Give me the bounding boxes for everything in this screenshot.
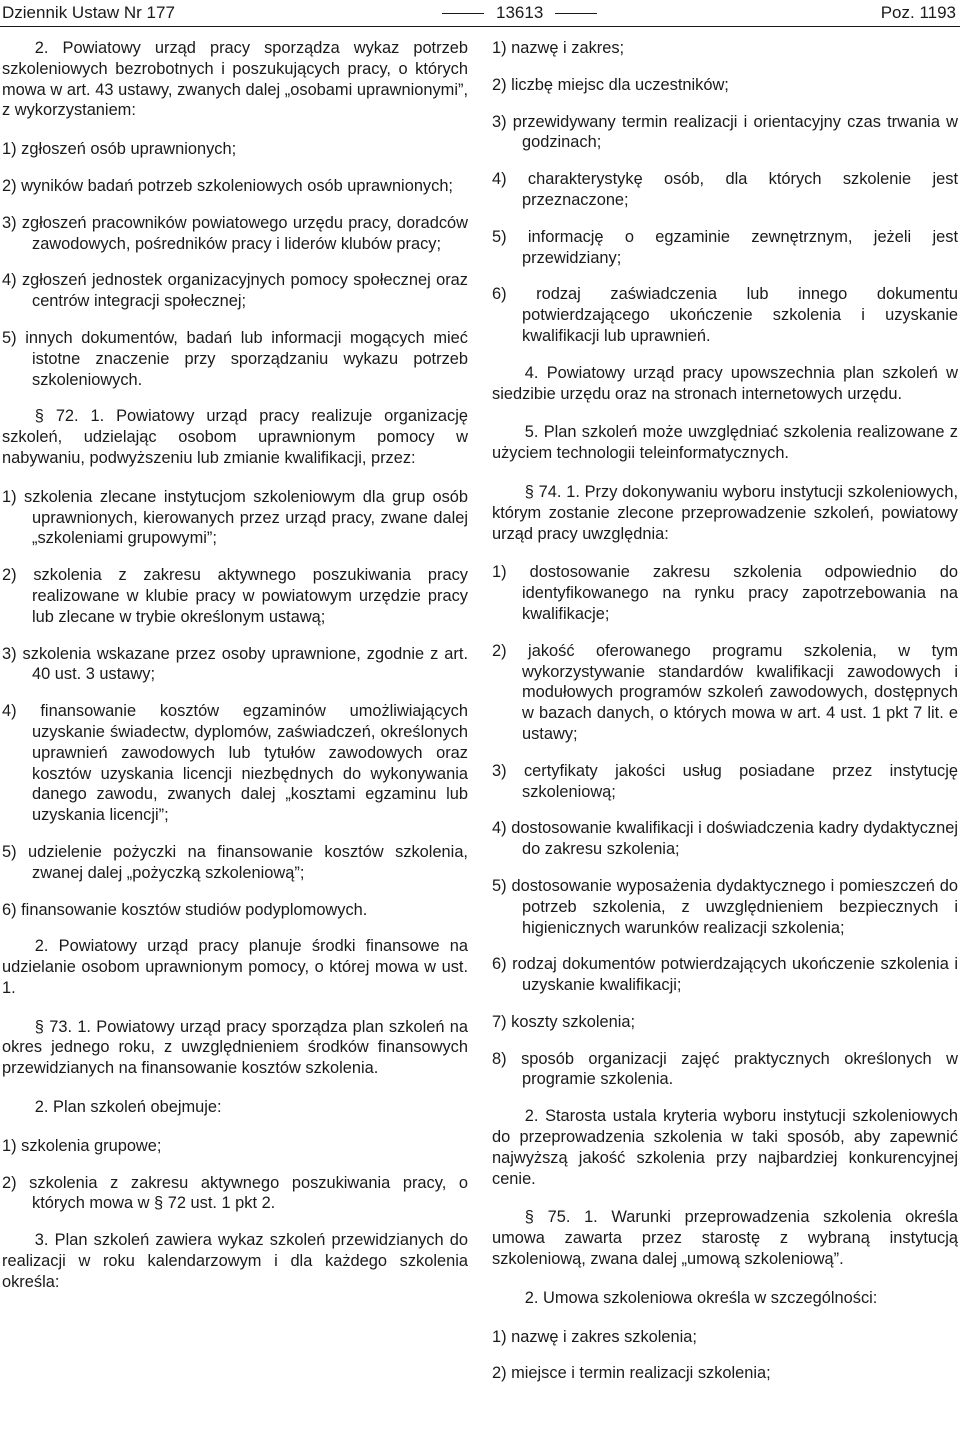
position-label: Poz. 1193	[880, 3, 956, 22]
list-item: 1) szkolenia grupowe;	[2, 1136, 162, 1155]
list-item: 5) udzielenie pożyczki na finansowanie kosztów szkolenia, zwanej dalej „pożyczką szkoleniową”;	[2, 842, 468, 882]
paragraph: 5. Plan szkoleń może uwzględniać szkolenia realizowane z użyciem technologii teleinformatycznych.	[492, 423, 958, 463]
paragraph: 2. Powiatowy urząd pracy sporządza wykaz potrzeb szkoleniowych bezrobotnych i poszukujących pracy, o których mowa w art. 43 ustawy, zwanych dalej „osobami uprawnionymi”, z wykorzystaniem:	[2, 39, 468, 120]
list-item: 3) szkolenia wskazane przez osoby uprawnione, zgodnie z art. 40 ust. 3 ustawy;	[2, 644, 468, 684]
header-rule	[0, 26, 960, 27]
paragraph: § 73. 1. Powiatowy urząd pracy sporządza plan szkoleń na okres jednego roku, z uwzględnieniem środków finansowych przewidzianych na finansowanie kosztów szkolenia.	[2, 1017, 468, 1078]
list-item: 7) koszty szkolenia;	[492, 1012, 636, 1031]
list-item: 2) szkolenia z zakresu aktywnego poszukiwania pracy realizowane w klubie pracy w powiatowym urzędzie pracy lub zlecane w trybie określonym ustawą;	[2, 566, 468, 626]
list-item: 5) informację o egzaminie zewnętrznym, jeżeli jest przewidziany;	[492, 227, 958, 267]
list-item: 4) zgłoszeń jednostek organizacyjnych pomocy społecznej oraz centrów integracji społecznej;	[2, 271, 468, 311]
list-item: 4) charakterystykę osób, dla których szkolenie jest przeznaczone;	[492, 170, 958, 209]
paragraph: 4. Powiatowy urząd pracy upowszechnia plan szkoleń w siedzibie urzędu oraz na stronach internetowych urzędu.	[492, 363, 958, 403]
list-item: 1) nazwę i zakres szkolenia;	[492, 1327, 697, 1346]
list-item: 2) szkolenia z zakresu aktywnego poszukiwania pracy, o których mowa w § 72 ust. 1 pkt 2.	[2, 1173, 468, 1213]
dash-left	[442, 13, 484, 14]
page-number: 13613	[496, 3, 544, 22]
list-item: 1) dostosowanie zakresu szkolenia odpowiednio do identyfikowanego na rynku pracy zapotrzebowania na kwalifikacje;	[492, 563, 958, 623]
paragraph: 2. Starosta ustala kryteria wyboru instytucji szkoleniowych do przeprowadzenia szkolenia w taki sposób, aby zapewnić najwyższą jakość szkolenia przy najbardziej konkurencyjnej cenie.	[492, 1107, 958, 1188]
list-item: 1) nazwę i zakres;	[492, 39, 625, 57]
list-item: 4) finansowanie kosztów egzaminów umożliwiających uzyskanie świadectw, dyplomów, zaświadczeń, określonych uprawnień zawodowych lub tytułów zawodowych oraz kosztów uzyskania licencji niezbędnych do wykonywania danego zawodu, zwanych dalej „kosztami egzaminu lub uzyskania licencji”;	[2, 702, 468, 825]
paragraph: § 75. 1. Warunki przeprowadzenia szkolenia określa umowa zawarta przez starostę z wybraną instytucją szkoleniową, zwana dalej „umową szkoleniową”.	[492, 1208, 958, 1269]
list-item: 2) jakość oferowanego programu szkolenia, w tym wykorzystywanie standardów kwalifikacji zawodowych i modułowych programów szkoleń zawodowych, dostępnych w bazach danych, o których mowa w art. 4 ust. 1 pkt 7 lit. e ustawy;	[492, 641, 958, 743]
list-item: 5) innych dokumentów, badań lub informacji mogących mieć istotne znaczenie przy sporządzaniu wykazu potrzeb szkoleniowych.	[2, 328, 468, 389]
list-item: 5) dostosowanie wyposażenia dydaktycznego i pomieszczeń do potrzeb szkolenia, z uwzględnieniem bezpiecznych i higienicznych warunków realizacji szkolenia;	[492, 876, 958, 937]
paragraph: 2. Umowa szkoleniowa określa w szczególności:	[524, 1288, 878, 1307]
list-item: 6) finansowanie kosztów studiów podyplomowych.	[2, 900, 368, 919]
paragraph: 2. Plan szkoleń obejmuje:	[34, 1098, 222, 1117]
paragraph: § 72. 1. Powiatowy urząd pracy realizuje organizację szkoleń, udzielając osobom uprawnionym pomocy w nabywaniu, podwyższeniu lub zmianie kwalifikacji, przez:	[2, 407, 468, 467]
list-item: 3) zgłoszeń pracowników powiatowego urzędu pracy, doradców zawodowych, pośredników pracy i liderów klubów pracy;	[2, 213, 468, 253]
list-item: 2) wyników badań potrzeb szkoleniowych osób uprawnionych;	[2, 176, 453, 195]
left-column	[2, 38, 468, 1311]
paragraph: 3. Plan szkoleń zawiera wykaz szkoleń przewidzianych do realizacji w roku kalendarzowym i dla każdego szkolenia określa:	[2, 1231, 468, 1291]
list-item: 3) przewidywany termin realizacji i orientacyjny czas trwania w godzinach;	[492, 112, 958, 152]
paragraph: § 74. 1. Przy dokonywaniu wyboru instytucji szkoleniowych, którym zostanie zlecone przeprowadzenie szkoleń, powiatowy urząd pracy uwzględnia:	[492, 482, 958, 543]
dash-right	[555, 13, 597, 14]
paragraph: 2. Powiatowy urząd pracy planuje środki finansowe na udzielanie osobom uprawnionym pomocy, o której mowa w ust. 1.	[2, 937, 468, 997]
page-header	[0, 0, 960, 28]
list-item: 6) rodzaj dokumentów potwierdzających ukończenie szkolenia i uzyskanie kwalifikacji;	[492, 955, 958, 995]
list-item: 6) rodzaj zaświadczenia lub innego dokumentu potwierdzającego ukończenie szkolenia i uzyskanie kwalifikacji lub uprawnień.	[492, 285, 958, 345]
list-item: 8) sposób organizacji zajęć praktycznych określonych w programie szkolenia.	[492, 1049, 958, 1089]
right-column	[492, 38, 958, 1400]
list-item: 1) zgłoszeń osób uprawnionych;	[2, 140, 237, 159]
list-item: 2) liczbę miejsc dla uczestników;	[492, 75, 729, 94]
list-item: 3) certyfikaty jakości usług posiadane przez instytucję szkoleniową;	[492, 761, 958, 801]
list-item: 4) dostosowanie kwalifikacji i doświadczenia kadry dydaktycznej do zakresu szkolenia;	[492, 819, 958, 859]
journal-title: Dziennik Ustaw Nr 177	[2, 3, 175, 22]
list-item: 1) szkolenia zlecane instytucjom szkoleniowym dla grup osób uprawnionych, kierowanych przez urząd pracy, zwane dalej „szkoleniami grupowymi”;	[2, 487, 468, 548]
page-number-block	[430, 2, 609, 24]
list-item: 2) miejsce i termin realizacji szkolenia;	[492, 1364, 771, 1383]
